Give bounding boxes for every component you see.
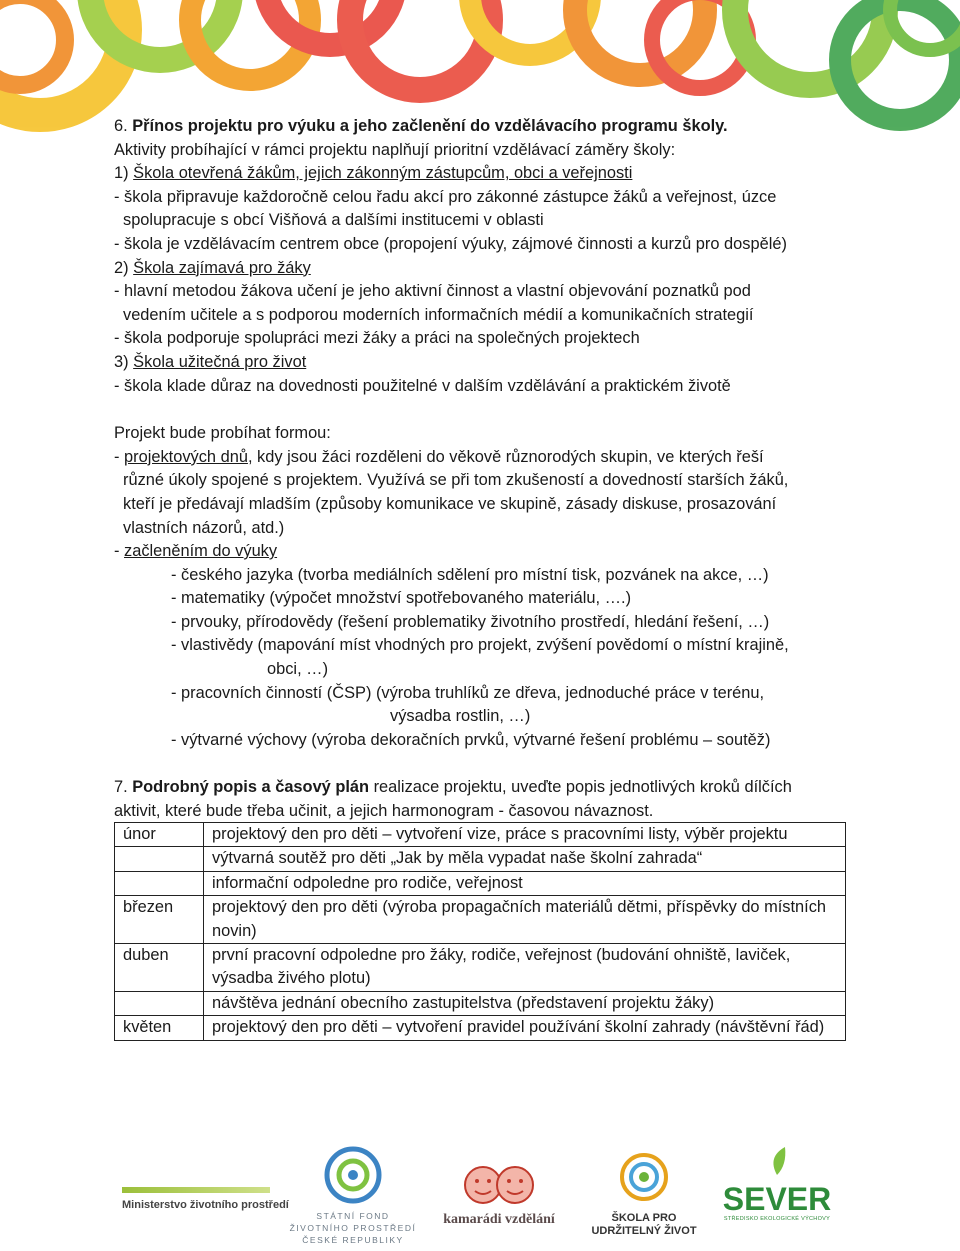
globe-icon <box>614 1147 674 1207</box>
priority-2-bullet-1: - hlavní metodou žákova učení je jeho aktivní činnost a vlastní objevování poznatků pod <box>114 282 751 301</box>
schedule-activity: projektový den pro děti – vytvoření vize, práce s pracovními listy, výběr projektu <box>204 823 846 847</box>
schedule-month <box>115 871 204 895</box>
water-drop-icon <box>323 1143 383 1205</box>
schedule-row <box>115 896 846 944</box>
schedule-row <box>115 944 846 992</box>
schedule-month: duben <box>115 944 204 992</box>
subject-homeland: - vlastivědy (mapování míst vhodných pro projekt, zvýšení povědomí o místní krajině, <box>171 636 789 655</box>
kamaradi-logo <box>424 1161 574 1228</box>
schedule-table <box>114 822 846 1041</box>
schedule-activity: projektový den pro děti (výroba propagačních materiálů dětmi, příspěvky do místních novin) <box>204 896 846 944</box>
schedule-month: únor <box>115 823 204 847</box>
form-item-2: - začleněním do výuky <box>114 542 278 561</box>
schedule-activity: projektový den pro děti – vytvoření pravidel používání školní zahrady (návštěvní řád) <box>204 1016 846 1040</box>
sever-logo <box>722 1145 832 1222</box>
subject-work-cont: výsadba rostlin, …) <box>390 707 531 726</box>
priority-2-heading: 2) Škola zajímavá pro žáky <box>114 258 311 277</box>
sfzp-logo <box>288 1143 418 1246</box>
sfzp-line3: ČESKÉ REPUBLIKY <box>302 1235 404 1245</box>
schedule-activity: výtvarná soutěž pro děti „Jak by měla vypadat naše školní zahrada“ <box>204 847 846 871</box>
schedule-row <box>115 1016 846 1040</box>
sever-subtitle: STŘEDISKO EKOLOGICKÉ VÝCHOVY <box>723 1216 831 1222</box>
schedule-month <box>115 991 204 1015</box>
subject-science: - prvouky, přírodovědy (řešení problematiky životního prostředí, hledání řešení, …) <box>171 612 770 631</box>
skola-line2: UDRŽITELNÝ ŽIVOT <box>591 1225 697 1237</box>
priority-1-bullet-2: - škola je vzdělávacím centrem obce (propojení výuky, zájmové činnosti a kurzů pro dospělé) <box>114 234 787 253</box>
leaf-icon <box>747 1145 807 1177</box>
priority-3-bullet-1: - škola klade důraz na dovednosti použitelné v dalším vzdělávání a praktickém životě <box>114 376 731 395</box>
ministry-logo <box>122 1187 289 1211</box>
priority-1-bullet-1-cont: spolupracuje s obcí Višňová a dalšími institucemi v oblasti <box>123 211 544 230</box>
form-item-1-line4: vlastních názorů, atd.) <box>123 518 285 537</box>
subject-czech: - českého jazyka (tvorba mediálních sdělení pro místní tisk, pozvánek na akce, …) <box>171 565 769 584</box>
ministry-bar-icon <box>122 1187 270 1193</box>
sever-name: SEVER <box>722 1181 832 1217</box>
priority-1-heading: 1) Škola otevřená žákům, jejich zákonným zástupcům, obci a veřejnosti <box>114 164 633 183</box>
footer-logos <box>0 1135 960 1251</box>
priority-2-bullet-2: - škola podporuje spolupráci mezi žáky a práci na společných projektech <box>114 329 640 348</box>
section6-heading: 6. Přínos projektu pro výuku a jeho začlenění do vzdělávacího programu školy. <box>114 117 728 135</box>
sfzp-line2: ŽIVOTNÍHO PROSTŘEDÍ <box>289 1223 417 1233</box>
schedule-row <box>115 823 846 847</box>
subject-work: - pracovních činností (ČSP) (výroba truhlíků ze dřeva, jednoduché práce v terénu, <box>171 683 765 702</box>
schedule-month: květen <box>115 1016 204 1040</box>
subject-math: - matematiky (výpočet množství spotřebovaného materiálu, ….) <box>171 589 632 608</box>
schedule-row <box>115 991 846 1015</box>
priority-1-bullet-1: - škola připravuje každoročně celou řadu akcí pro zákonné zástupce žáků a veřejnost, úzce <box>114 187 777 206</box>
subject-art: - výtvarné výchovy (výroba dekoračních prvků, výtvarné řešení problému – soutěž) <box>171 730 771 749</box>
schedule-activity: informační odpoledne pro rodiče, veřejnost <box>204 871 846 895</box>
document-body <box>114 115 854 824</box>
priority-2-bullet-1-cont: vedením učitele a s podporou moderních informačních médií a komunikačních strategií <box>123 305 754 324</box>
ministry-name: Ministerstvo životního prostředí <box>122 1199 289 1211</box>
schedule-activity: první pracovní odpoledne pro žáky, rodiče, veřejnost (budování ohniště, laviček, výsadba živého plotu) <box>204 944 846 992</box>
section7-heading-line2: aktivit, které bude třeba učinit, a jejich harmonogram - časovou návaznost. <box>114 802 654 821</box>
schedule-month <box>115 847 204 871</box>
form-item-1-line2: různé úkoly spojené s projektem. Využívá se při tom zkušeností a dovedností starších žáků, <box>123 471 789 490</box>
form-intro: Projekt bude probíhat formou: <box>114 424 331 443</box>
priority-3-heading: 3) Škola užitečná pro život <box>114 352 307 371</box>
sfzp-line1: STÁTNÍ FOND <box>316 1211 390 1221</box>
section6-intro: Aktivity probíhající v rámci projektu naplňují prioritní vzdělávací záměry školy: <box>114 140 676 159</box>
form-item-1: - projektových dnů, kdy jsou žáci rozděleni do věkově různorodých skupin, ve kterých řeší <box>114 447 764 466</box>
skola-line1: ŠKOLA PRO <box>611 1212 677 1224</box>
subject-homeland-cont: obci, …) <box>267 660 329 679</box>
form-item-1-line3: kteří je předávají mladším (způsoby komunikace ve skupině, zásady diskuse, prosazování <box>123 494 777 513</box>
skola-logo <box>588 1147 700 1238</box>
kamaradi-name: kamarádi vzdělání <box>443 1212 555 1227</box>
section7-heading: 7. Podrobný popis a časový plán realizace projektu, uveďte popis jednotlivých kroků dílčích <box>114 778 792 797</box>
schedule-row <box>115 847 846 871</box>
faces-icon <box>453 1161 545 1207</box>
schedule-activity: návštěva jednání obecního zastupitelstva (představení projektu žáky) <box>204 991 846 1015</box>
schedule-month: březen <box>115 896 204 944</box>
schedule-row <box>115 871 846 895</box>
